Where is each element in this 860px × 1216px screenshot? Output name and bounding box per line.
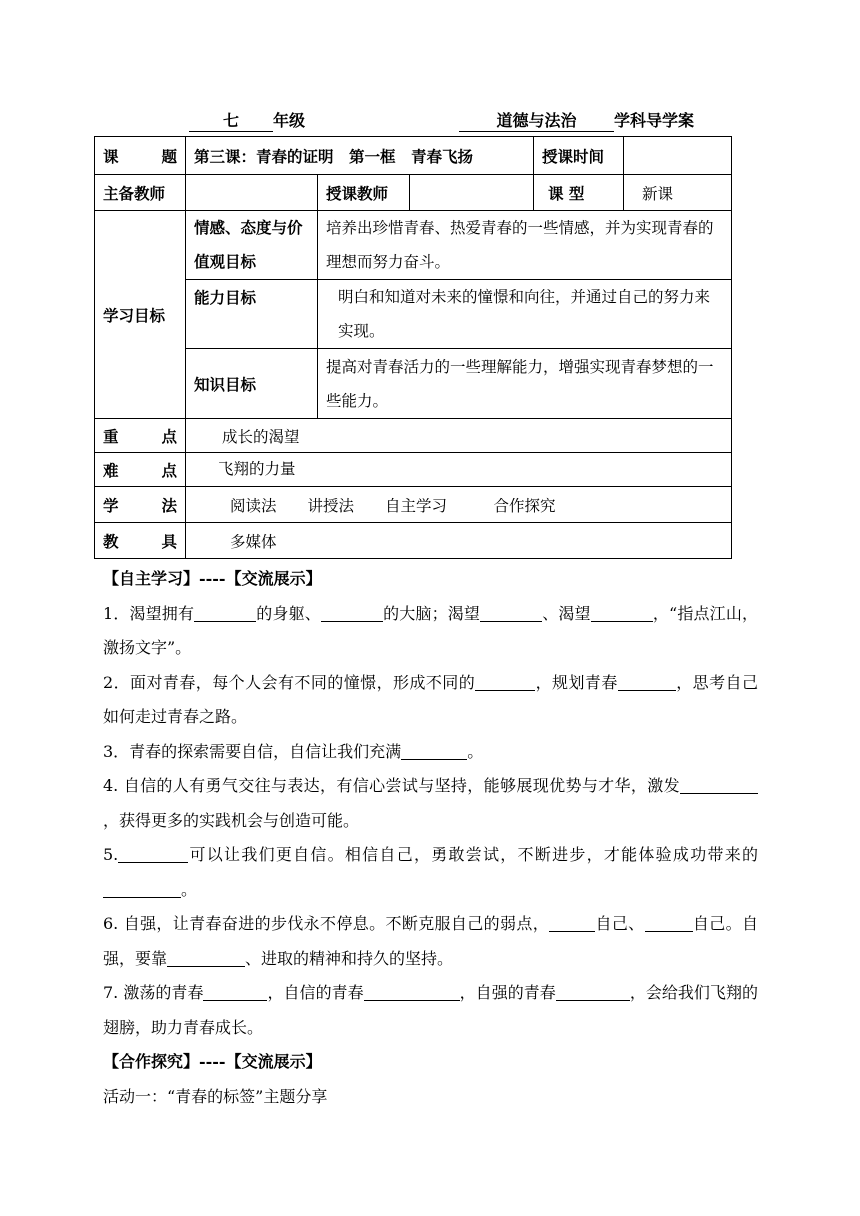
activity-1: 活动一：“青春的标签”主题分享: [103, 1086, 328, 1106]
answer-blank[interactable]: [103, 881, 181, 898]
row-tools: [95, 523, 732, 559]
item-4: [103, 769, 758, 838]
answer-blank[interactable]: [364, 984, 460, 1001]
time-value[interactable]: [624, 137, 732, 175]
item-2-text: ，思考自己如何走过青春之路。: [103, 672, 758, 726]
row-goal-2: [95, 280, 732, 349]
subject-blank: [459, 108, 614, 132]
item-7-text: 7. 激荡的青春: [103, 983, 204, 1002]
item-5-text: 。: [181, 879, 198, 899]
row-teachers: [95, 175, 732, 211]
item-3: [103, 735, 758, 770]
item-5: [103, 838, 758, 907]
row-topic: [95, 137, 732, 175]
answer-blank[interactable]: [645, 915, 693, 932]
answer-blank[interactable]: [167, 950, 245, 967]
item-6-text: 自己、: [595, 914, 645, 933]
tools-value: 多媒体: [186, 523, 732, 559]
item-5-text: 可以让我们更自信。相信自己，勇敢尝试，不断进步，才能体验成功带来的: [188, 845, 758, 864]
goals-label: 学习目标: [95, 211, 186, 419]
row-goal-3: [95, 349, 732, 419]
goal2-label: 能力目标: [186, 280, 318, 349]
item-1: [103, 597, 758, 666]
lesson-info-table: [94, 136, 732, 559]
tools-label: 教 具: [95, 523, 186, 559]
goal3-text: 提高对青春活力的一些理解能力，增强实现青春梦想的一些能力。: [318, 349, 732, 419]
answer-blank[interactable]: [549, 915, 595, 932]
item-7: [103, 976, 758, 1045]
header-grade: [189, 108, 305, 132]
type-label: 课 型: [534, 175, 624, 211]
item-2: [103, 666, 758, 735]
item-6-text: 自己。自强，要靠: [103, 914, 758, 968]
topic-value: 第三课：青春的证明 第一框 青春飞扬: [186, 137, 534, 175]
item-4-text: 4. 自信的人有勇气交往与表达，有信心尝试与坚持，能够展现优势与才华，激发: [103, 776, 680, 795]
item-1-text: 、渴望: [542, 603, 591, 623]
answer-blank[interactable]: [591, 605, 653, 622]
header-subject: [459, 108, 694, 132]
goal2-text: 明白和知道对未来的憧憬和向往，并通过自己的努力来实现。: [318, 280, 732, 349]
grade-suffix: 年级: [273, 111, 306, 130]
goal3-label: 知识目标: [186, 349, 318, 419]
answer-blank[interactable]: [203, 984, 267, 1001]
grade-blank: [189, 108, 273, 132]
focus-label: 重 点: [95, 419, 186, 453]
difficulty-value: 飞翔的力量: [186, 453, 732, 487]
answer-blank[interactable]: [401, 743, 467, 760]
method-label: 学 法: [95, 487, 186, 523]
item-4-text: ，获得更多的实践机会与创造可能。: [103, 810, 360, 830]
item-7-text: ，自信的青春: [267, 983, 364, 1002]
item-5-text: 5.: [103, 845, 119, 864]
grade-value: 七: [222, 111, 239, 130]
topic-label: 课 题: [95, 137, 186, 175]
item-3-text: 。: [467, 741, 484, 761]
goal1-text: 培养出珍惜青春、热爱青春的一些情感，并为实现青春的理想而努力奋斗。: [318, 211, 732, 280]
item-2-text: 2．面对青春，每个人会有不同的憧憬，形成不同的: [103, 672, 476, 692]
item-1-text: 的大脑；渴望: [382, 603, 481, 623]
row-goal-1: [95, 211, 732, 280]
answer-blank[interactable]: [556, 984, 630, 1001]
row-method: [95, 487, 732, 523]
answer-blank[interactable]: [194, 605, 256, 622]
item-7-text: ，: [629, 983, 646, 1002]
lead-teacher-value[interactable]: [186, 175, 318, 211]
item-6-text: 、进取的精神和持久的坚持。: [245, 948, 454, 968]
answer-blank[interactable]: [321, 605, 383, 622]
goal1-label: 情感、态度与价值观目标: [186, 211, 318, 280]
row-difficulty: [95, 453, 732, 487]
section-self-study-title: 【自主学习】----【交流展示】: [103, 569, 322, 588]
teacher-value[interactable]: [410, 175, 534, 211]
row-focus: [95, 419, 732, 453]
focus-value: 成长的渴望: [186, 419, 732, 453]
subject-suffix: 学科导学案: [614, 111, 695, 130]
teacher-label: 授课教师: [318, 175, 410, 211]
answer-blank[interactable]: [475, 674, 535, 691]
item-2-text: ，规划青春: [535, 672, 618, 692]
item-7-text: 会给我们飞翔的翅膀，助力青春成长。: [103, 983, 758, 1037]
item-3-text: 3．青春的探索需要自信，自信让我们充满: [103, 741, 402, 761]
item-6: [103, 907, 758, 976]
time-label: 授课时间: [534, 137, 624, 175]
difficulty-label: 难 点: [95, 453, 186, 487]
item-1-text: 的身躯、: [256, 603, 321, 623]
method-value: 阅读法 讲授法 自主学习 合作探究: [186, 487, 732, 523]
item-1-text: 1．渴望拥有: [103, 603, 195, 623]
subject-value: 道德与法治: [496, 111, 577, 130]
lead-teacher-label: 主备教师: [95, 175, 186, 211]
answer-blank[interactable]: [118, 846, 188, 863]
item-6-text: 6. 自强，让青春奋进的步伐永不停息。不断克服自己的弱点，: [103, 914, 550, 933]
type-value: 新课: [624, 175, 732, 211]
section-cooperation-title: 【合作探究】----【交流展示】: [103, 1052, 322, 1071]
item-1-text: ，“指点江山，激扬文字”。: [103, 603, 758, 657]
answer-blank[interactable]: [618, 674, 676, 691]
answer-blank[interactable]: [480, 605, 542, 622]
answer-blank[interactable]: [680, 777, 758, 794]
item-7-text: ，自强的青春: [459, 983, 556, 1002]
worksheet-body: [103, 562, 758, 1114]
